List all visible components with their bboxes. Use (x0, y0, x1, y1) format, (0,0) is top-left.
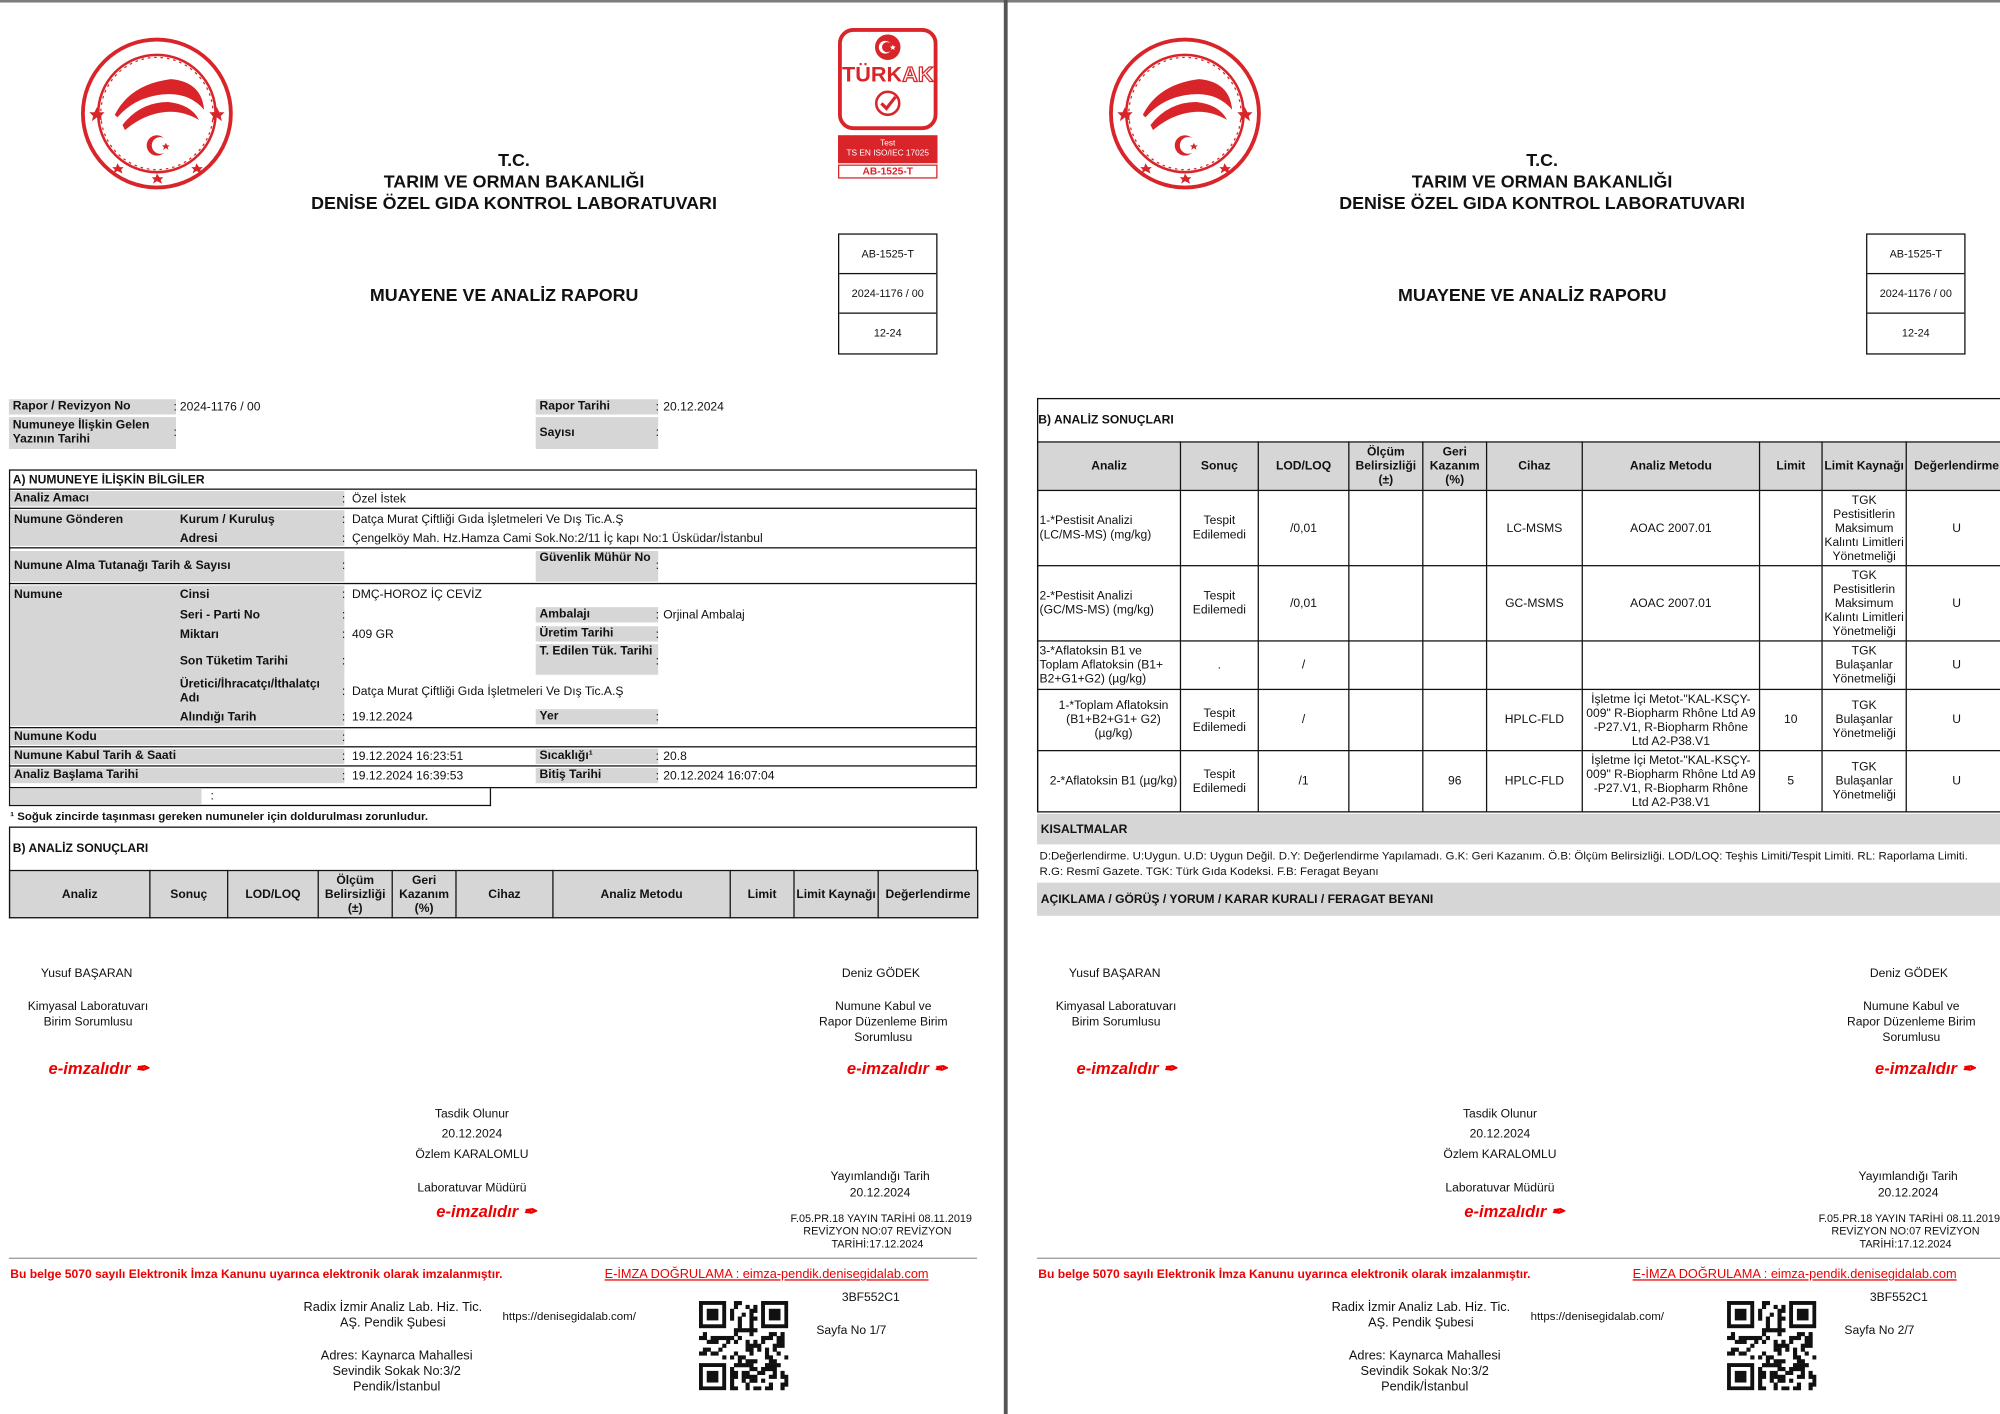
col-result: Sonuç (150, 871, 228, 918)
cell-limit (1760, 566, 1822, 641)
seal-no-label: Güvenlik Mühür No (536, 551, 658, 582)
colon: : (341, 588, 346, 603)
cell-evaluation: U (1906, 490, 2000, 565)
cell-analysis: 2-*Pestisit Analizi (GC/MS-MS) (mg/kg) (1038, 566, 1181, 641)
qr-code-icon (1727, 1301, 1816, 1390)
cell-device: HPLC-FLD (1487, 751, 1583, 812)
address-block (301, 1349, 492, 1395)
published-label: Yayımlandığı Tarih (830, 1169, 930, 1184)
results-title-1: B) ANALİZ SONUÇLARI (12, 841, 149, 856)
rev-label: Rapor / Revizyon No (9, 399, 176, 414)
turkak-badge (838, 28, 937, 179)
colon: : (341, 608, 346, 623)
turkak-code: AB-1525-T (838, 165, 937, 179)
director-role: Laboratuvar Müdürü (1445, 1181, 1555, 1196)
col-limit: Limit (730, 871, 794, 918)
cell-uncertainty (1349, 641, 1423, 689)
report-page-2 (1028, 0, 2000, 1414)
col-recovery: Geri Kazanım (%) (392, 871, 456, 918)
cell-result: Tespit Edilemedi (1180, 751, 1258, 812)
colon: : (655, 608, 659, 623)
cell-uncertainty (1349, 490, 1423, 565)
approval-block (383, 1105, 562, 1199)
company-block (291, 1301, 495, 1332)
col-analysis: Analiz (10, 871, 150, 918)
header-lab: DENİSE ÖZEL GIDA KONTROL LABORATUVARI (1339, 192, 1745, 214)
col-lod-loq: LOD/LOQ (1258, 442, 1349, 490)
comments-title: AÇIKLAMA / GÖRÜŞ / YORUM / KARAR KURALI / FERAGAT BEYANI (1040, 892, 1434, 907)
report-title: MUAYENE VE ANALİZ RAPORU (1397, 284, 1667, 305)
signer-left-name: Yusuf BAŞARAN (40, 966, 133, 981)
cell-method: AOAC 2007.01 (1582, 566, 1759, 641)
esign-right (1875, 1059, 1976, 1079)
header-ministry: TARIM VE ORMAN BAKANLIĞI (1411, 170, 1673, 192)
cell-evaluation: U (1906, 751, 2000, 812)
analysis-end-value: 20.12.2024 16:07:04 (663, 769, 775, 784)
colon: : (341, 730, 346, 745)
cell-uncertainty (1349, 689, 1423, 750)
col-uncertainty: Ölçüm Belirsizliği (±) (1349, 442, 1423, 490)
colon: : (341, 531, 346, 546)
colon: : (341, 512, 346, 527)
published-block (804, 1168, 957, 1201)
expiry-label: Son Tüketim Tarihi (179, 654, 289, 669)
table-row (1038, 566, 2000, 641)
esign-director (436, 1202, 537, 1222)
taken-date-value: 19.12.2024 (352, 710, 413, 725)
approval-label: Tasdik Olunur (434, 1107, 509, 1122)
cell-method: AOAC 2007.01 (1582, 490, 1759, 565)
footer-rule (9, 1258, 977, 1259)
colon: : (655, 749, 659, 765)
cell-result: Tespit Edilemedi (1180, 490, 1258, 565)
signer-left-name: Yusuf BAŞARAN (1068, 966, 1161, 981)
colon: : (341, 627, 346, 642)
cell-limit-source: TGK Pestisitlerin Maksimum Kalıntı Limitleri Yönetmeliği (1822, 566, 1906, 641)
colon: : (341, 654, 346, 669)
colon: : (341, 492, 346, 507)
colon: : (341, 769, 346, 784)
address-line-2: Sevindik Sokak No:3/2 (1360, 1364, 1489, 1379)
law-notice: Bu belge 5070 sayılı Elektronik İmza Kanunu uyarınca elektronik olarak imzalanmıştır. (1038, 1267, 1531, 1282)
pen-icon: ✒ (1961, 1058, 1976, 1078)
producer-value: Datça Murat Çiftliği Gıda İşletmeleri Ve Dış Tic.A.Ş (352, 684, 624, 699)
purpose-label: Analiz Amacı (10, 491, 344, 506)
approval-block (1411, 1105, 1590, 1199)
table-row (1038, 490, 2000, 565)
cell-limit (1760, 490, 1822, 565)
address-line-1: Adres: Kaynarca Mahallesi (320, 1349, 473, 1364)
analysis-start-label: Analiz Başlama Tarihi (10, 768, 344, 783)
recommended-expiry-label: T. Edilen Tük. Tarihi (536, 644, 658, 675)
count-label: Sayısı (536, 417, 658, 449)
header-lab: DENİSE ÖZEL GIDA KONTROL LABORATUVARI (311, 192, 717, 214)
colon: : (655, 558, 659, 573)
esign-right-text: e-imzalıdır (1874, 1058, 1957, 1078)
report-date-value: 20.12.2024 (663, 400, 724, 415)
cell-limit-source: TGK Bulaşanlar Yönetmeliği (1822, 751, 1906, 812)
kind-value: DMÇ-HOROZ İÇ CEVİZ (352, 588, 482, 603)
abbrev-header (1037, 814, 2000, 845)
cell-lod: /0,01 (1258, 566, 1349, 641)
cell-recovery (1423, 689, 1487, 750)
rev-value: 2024-1176 / 00 (179, 400, 261, 415)
website-link[interactable]: https://denisegidalab.com/ (502, 1309, 636, 1323)
approval-label: Tasdik Olunur (1462, 1107, 1538, 1122)
col-device: Cihaz (1487, 442, 1583, 490)
pack-label: Ambalajı (536, 607, 658, 622)
company-line-1: Radix İzmir Analiz Lab. Hiz. Tic. (1331, 1301, 1511, 1316)
cell-limit-source: TGK Bulaşanlar Yönetmeliği (1822, 689, 1906, 750)
signer-left-role-2: Birim Sorumlusu (43, 1015, 133, 1030)
sample-code-label: Numune Kodu (10, 730, 344, 745)
cell-limit: 10 (1760, 689, 1822, 750)
esign-left (48, 1059, 149, 1079)
taken-date-label: Alındığı Tarih (179, 710, 257, 725)
cell-recovery: 96 (1423, 751, 1487, 812)
batch-label: Seri - Parti No (179, 608, 260, 623)
abbrev-title: KISALTMALAR (1040, 822, 1128, 837)
page-number: Sayfa No 1/7 (816, 1323, 887, 1338)
table-row (1038, 689, 2000, 750)
cell-method (1582, 641, 1759, 689)
published-date: 20.12.2024 (1877, 1186, 1939, 1201)
verify-link[interactable]: E-İMZA DOĞRULAMA : eimza-pendik.denisegidalab.com (1632, 1267, 1957, 1282)
col-limit: Limit (1760, 442, 1822, 490)
cell-analysis: 2-*Aflatoksin B1 (µg/kg) (1038, 751, 1181, 812)
amount-value: 409 GR (352, 627, 394, 642)
temperature-label: Sıcaklığı¹ (536, 749, 658, 764)
cell-analysis: 1-*Toplam Aflatoksin (B1+B2+G1+ G2) (µg/kg) (1038, 689, 1181, 750)
colon: : (655, 426, 659, 441)
cell-result: Tespit Edilemedi (1180, 566, 1258, 641)
website-link[interactable]: https://denisegidalab.com/ (1530, 1309, 1664, 1323)
address-line-3: Pendik/İstanbul (1381, 1380, 1469, 1395)
ref-period: 12-24 (1901, 326, 1930, 340)
form-code-line-1: F.05.PR.18 YAYIN TARİHİ 08.11.2019 (790, 1211, 972, 1225)
turkak-text: TÜRK (841, 62, 903, 87)
colon: : (655, 654, 659, 669)
esign-left-text: e-imzalıdır (48, 1058, 131, 1078)
results-header-table-1 (9, 870, 978, 918)
colon: : (173, 400, 177, 415)
col-limit-source: Limit Kaynağı (794, 871, 878, 918)
company-line-1: Radix İzmir Analiz Lab. Hiz. Tic. (303, 1301, 483, 1316)
cell-analysis: 3-*Aflatoksin B1 ve Toplam Aflatoksin (B1+ B2+G1+G2) (µg/kg) (1038, 641, 1181, 689)
signer-left-role (1046, 1000, 1186, 1031)
turkak-line-1: Test (880, 139, 896, 148)
address-line-2: Sevindik Sokak No:3/2 (332, 1364, 461, 1379)
cell-lod: /0,01 (1258, 490, 1349, 565)
esign-director (1464, 1202, 1565, 1222)
report-title: MUAYENE VE ANALİZ RAPORU (369, 284, 639, 305)
verification-code: 3BF552C1 (841, 1290, 900, 1305)
col-lod-loq: LOD/LOQ (228, 871, 319, 918)
cell-method: İşletme İçi Metot-"KAL-KSÇY-009" R-Biopharm Rhône Ltd A9 -P27.V1, R-Biopharm Rhône Ltd A2-P38.V1 (1582, 751, 1759, 812)
form-code-line-3: TARİHİ:17.12.2024 (831, 1237, 924, 1250)
col-result: Sonuç (1180, 442, 1258, 490)
colon: : (655, 627, 659, 642)
law-notice: Bu belge 5070 sayılı Elektronik İmza Kanunu uyarınca elektronik olarak imzalanmıştır. (10, 1267, 503, 1282)
director-name: Özlem KARALOMLU (1443, 1147, 1557, 1162)
signer-left-role (18, 1000, 158, 1031)
published-date: 20.12.2024 (849, 1186, 911, 1201)
ministry-seal-icon (1107, 36, 1263, 192)
signer-left-role-1: Kimyasal Laboratuvarı (1055, 999, 1177, 1015)
header-tc: T.C. (498, 149, 530, 170)
col-evaluation: Değerlendirme (878, 871, 977, 918)
colon: : (341, 558, 346, 573)
amount-label: Miktarı (179, 627, 219, 642)
org-value: Datça Murat Çiftliği Gıda İşletmeleri Ve Dış Tic.A.Ş (352, 512, 624, 527)
pack-value: Orjinal Ambalaj (663, 608, 745, 623)
director-name: Özlem KARALOMLU (415, 1147, 529, 1162)
cell-limit: 5 (1760, 751, 1822, 812)
approval-date: 20.12.2024 (441, 1127, 503, 1142)
published-block (1832, 1168, 1985, 1201)
analysis-end-label: Bitiş Tarihi (536, 768, 658, 783)
production-date-label: Üretim Tarihi (536, 626, 658, 641)
colon: : (655, 400, 659, 415)
table-row (1038, 751, 2000, 812)
results-table (1037, 441, 2000, 812)
address-block (1329, 1349, 1520, 1395)
reference-box (1866, 233, 1965, 354)
col-recovery: Geri Kazanım (%) (1423, 442, 1487, 490)
ref-report-no: 2024-1176 / 00 (1867, 274, 1964, 314)
acceptance-value: 19.12.2024 16:23:51 (352, 749, 464, 765)
form-code (753, 1212, 972, 1250)
colon: : (655, 710, 659, 725)
esign-right-text: e-imzalıdır (846, 1058, 929, 1078)
company-line-2: AŞ. Pendik Şubesi (340, 1316, 446, 1331)
signer-right-name: Deniz GÖDEK (841, 966, 920, 981)
address-label: Adresi (179, 531, 218, 546)
cell-device (1487, 641, 1583, 689)
cell-uncertainty (1349, 751, 1423, 812)
pen-icon: ✒ (1163, 1058, 1178, 1078)
cell-lod: / (1258, 641, 1349, 689)
signer-right-role-1: Numune Kabul ve (835, 999, 932, 1015)
form-code-line-2: REVİZYON NO:07 REVİZYON (803, 1224, 952, 1238)
col-evaluation: Değerlendirme (1906, 442, 2000, 490)
company-block (1319, 1301, 1523, 1332)
cell-result: . (1180, 641, 1258, 689)
esign-director-text: e-imzalıdır (1464, 1201, 1547, 1221)
pen-icon: ✒ (1550, 1201, 1565, 1221)
footer-rule (1037, 1258, 2000, 1259)
check-circle-icon (874, 89, 902, 117)
col-analysis: Analiz (1038, 442, 1181, 490)
address-line-1: Adres: Kaynarca Mahallesi (1348, 1349, 1501, 1364)
esign-director-text: e-imzalıdır (436, 1201, 519, 1221)
signer-right-role-1: Numune Kabul ve (1863, 999, 1960, 1015)
turkak-accent: AK (902, 62, 934, 87)
results-title-2: B) ANALİZ SONUÇLARI (1038, 413, 1174, 428)
cell-lod: /1 (1258, 751, 1349, 812)
colon: : (210, 789, 214, 804)
address-value: Çengelköy Mah. Hz.Hamza Cami Sok.No:2/11 İç kapı No:1 Üsküdar/İstanbul (352, 531, 763, 546)
address-line-3: Pendik/İstanbul (353, 1380, 441, 1395)
approval-date: 20.12.2024 (1469, 1127, 1531, 1142)
report-header (242, 149, 785, 214)
cell-lod: / (1258, 689, 1349, 750)
cell-evaluation: U (1906, 689, 2000, 750)
org-label: Kurum / Kuruluş (179, 512, 275, 527)
page-number: Sayfa No 2/7 (1844, 1323, 1915, 1338)
form-code-line-3: TARİHİ:17.12.2024 (1859, 1237, 1952, 1250)
temperature-value: 20.8 (663, 749, 687, 765)
report-header (1270, 149, 1813, 214)
ref-accreditation: AB-1525-T (839, 235, 936, 275)
esign-left-text: e-imzalıdır (1076, 1058, 1159, 1078)
pen-icon: ✒ (522, 1201, 537, 1221)
signer-right-name: Deniz GÖDEK (1869, 966, 1949, 981)
signer-left-role-1: Kimyasal Laboratuvarı (27, 999, 149, 1015)
signer-right-role (1832, 1000, 1991, 1046)
purpose-value: Özel İstek (352, 492, 406, 507)
col-uncertainty: Ölçüm Belirsizliği (±) (318, 871, 392, 918)
esign-right (847, 1059, 948, 1079)
ref-period: 12-24 (873, 326, 902, 340)
col-method: Analiz Metodu (553, 871, 730, 918)
footnote: ¹ Soğuk zincirde taşınması gereken numuneler için doldurulması zorunludur. (10, 809, 429, 823)
colon: : (655, 769, 659, 784)
ministry-seal-icon (79, 36, 235, 192)
cell-recovery (1423, 566, 1487, 641)
colon: : (341, 710, 346, 725)
director-role: Laboratuvar Müdürü (417, 1181, 527, 1196)
form-code (1774, 1212, 2000, 1250)
cell-evaluation: U (1906, 641, 2000, 689)
signer-right-role (804, 1000, 963, 1046)
signer-right-role-3: Sorumlusu (1882, 1030, 1941, 1045)
cell-evaluation: U (1906, 566, 2000, 641)
cell-device: GC-MSMS (1487, 566, 1583, 641)
abbrev-text: D:Değerlendirme. U:Uygun. U.D: Uygun Değil. D.Y: Değerlendirme Yapılamadı. G.K: Geri Kazanım. Ö.B: Ölçüm Belirsizliği. LOD/LOQ: Teşhis Limiti/Tespit Limiti. RL: Raporlama Limiti. R.G: Resmî Gazete. TGK: Türk Gıda Kodeksi. F.B: Feragat Beyanı (1039, 849, 1968, 878)
verification-code: 3BF552C1 (1869, 1290, 1928, 1305)
esign-left (1077, 1059, 1178, 1079)
cell-method: İşletme İçi Metot-"KAL-KSÇY-009" R-Biopharm Rhône Ltd A9 -P27.V1, R-Biopharm Rhône Ltd A2-P38.V1 (1582, 689, 1759, 750)
kind-label: Cinsi (179, 588, 210, 603)
qr-code-icon (699, 1301, 788, 1390)
acceptance-label: Numune Kabul Tarih & Saati (10, 749, 344, 764)
cell-device: HPLC-FLD (1487, 689, 1583, 750)
ref-report-no: 2024-1176 / 00 (839, 274, 936, 314)
header-ministry: TARIM VE ORMAN BAKANLIĞI (383, 170, 645, 192)
pen-icon: ✒ (933, 1058, 948, 1078)
turkak-line-2: TS EN ISO/IEC 17025 (846, 149, 929, 159)
sender-label: Numune Gönderen (14, 512, 124, 527)
cell-device: LC-MSMS (1487, 490, 1583, 565)
empty-row-cell (10, 788, 201, 805)
published-label: Yayımlandığı Tarih (1858, 1169, 1958, 1184)
producer-label: Üretici/İhracatçı/İthalatçı Adı (179, 677, 320, 706)
cell-limit (1760, 641, 1822, 689)
turkish-flag-icon (875, 34, 901, 60)
ref-accreditation: AB-1525-T (1867, 235, 1964, 275)
form-code-line-2: REVİZYON NO:07 REVİZYON (1831, 1224, 1980, 1238)
sample-label: Numune (14, 588, 63, 603)
cell-recovery (1423, 641, 1487, 689)
reference-box (838, 233, 937, 354)
cell-uncertainty (1349, 566, 1423, 641)
signer-right-role-2: Rapor Düzenleme Birim (818, 1015, 948, 1030)
colon: : (173, 426, 177, 441)
sample-section-title: A) NUMUNEYE İLİŞKİN BİLGİLER (12, 473, 205, 488)
protocol-label: Numune Alma Tutanağı Tarih & Sayısı (10, 551, 344, 582)
analysis-start-value: 19.12.2024 16:39:53 (352, 769, 464, 784)
cell-limit-source: TGK Pestisitlerin Maksimum Kalıntı Limitleri Yönetmeliği (1822, 490, 1906, 565)
signer-right-role-2: Rapor Düzenleme Birim (1847, 1015, 1976, 1030)
place-label: Yer (536, 709, 658, 724)
signer-left-role-2: Birim Sorumlusu (1071, 1015, 1161, 1030)
page-divider (1004, 0, 1008, 1414)
col-device: Cihaz (456, 871, 553, 918)
company-line-2: AŞ. Pendik Şubesi (1368, 1316, 1474, 1331)
colon: : (341, 684, 346, 699)
cell-recovery (1423, 490, 1487, 565)
col-method: Analiz Metodu (1582, 442, 1759, 490)
form-code-line-1: F.05.PR.18 YAYIN TARİHİ 08.11.2019 (1818, 1211, 2000, 1225)
cell-result: Tespit Edilemedi (1180, 689, 1258, 750)
header-tc: T.C. (1526, 149, 1558, 170)
letter-date-label: Numuneye İlişkin Gelen Yazının Tarihi (9, 417, 176, 449)
cell-limit-source: TGK Bulaşanlar Yönetmeliği (1822, 641, 1906, 689)
cell-analysis: 1-*Pestisit Analizi (LC/MS-MS) (mg/kg) (1038, 490, 1181, 565)
colon: : (341, 749, 346, 765)
pen-icon: ✒ (135, 1058, 150, 1078)
signer-right-role-3: Sorumlusu (854, 1030, 913, 1045)
table-row (1038, 641, 2000, 689)
col-limit-source: Limit Kaynağı (1822, 442, 1906, 490)
verify-link[interactable]: E-İMZA DOĞRULAMA : eimza-pendik.denisegidalab.com (604, 1267, 929, 1282)
report-date-label: Rapor Tarihi (536, 399, 658, 414)
